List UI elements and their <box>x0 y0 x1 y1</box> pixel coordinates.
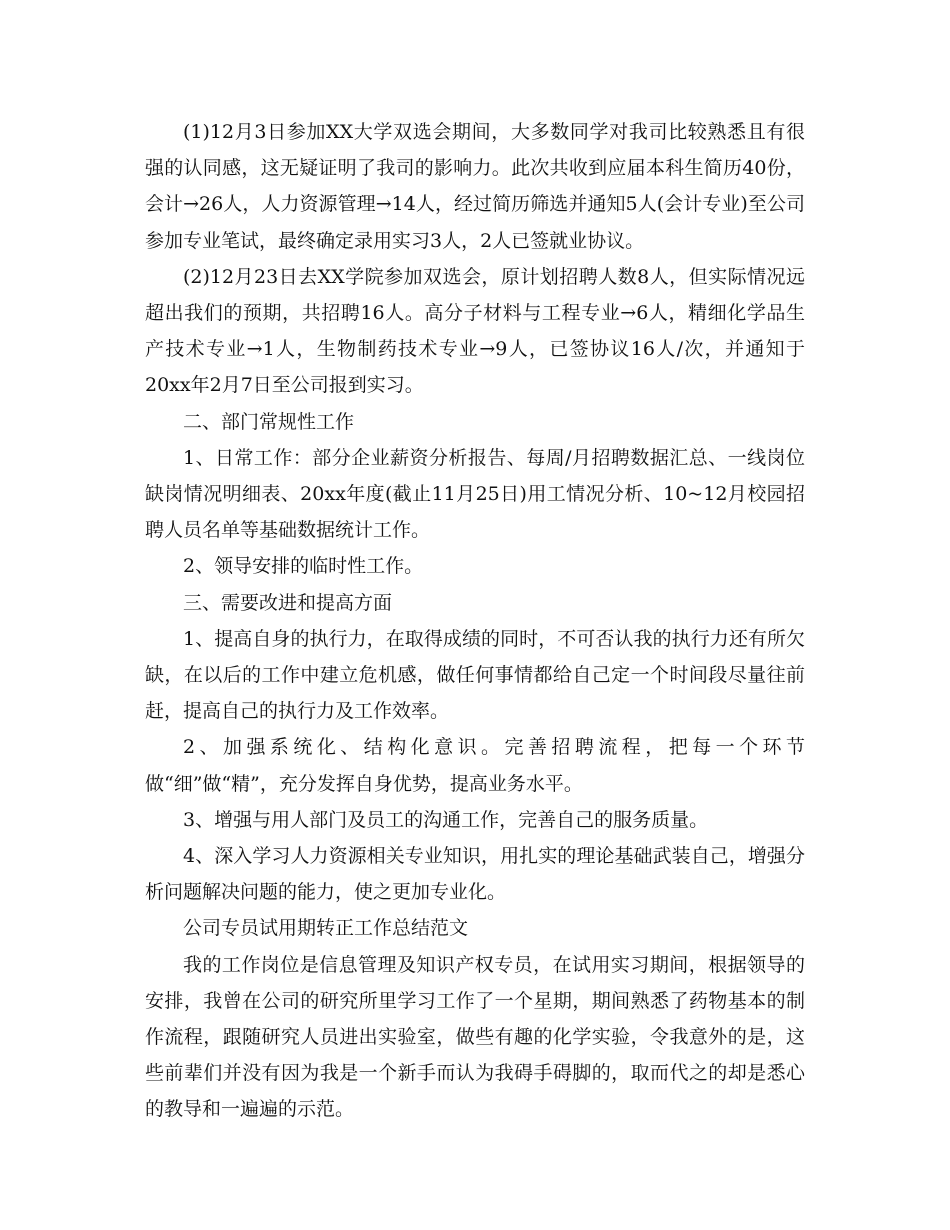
paragraph-job-position: 我的工作岗位是信息管理及知识产权专员，在试用实习期间，根据领导的安排，我曾在公司的研究所里学习工作了一个星期，期间熟悉了药物基本的制作流程，跟随研究人员进出实验室，做些有趣的化学实验，令我意外的是，这些前辈们并没有因为我是一个新手而认为我碍手碍脚的，取而代之的却是悉心的教导和一遍遍的示范。 <box>145 953 805 1121</box>
paragraph-temporary-work: 2、领导安排的临时性工作。 <box>183 555 424 578</box>
paragraph-improve-execution: 1、提高自身的执行力，在取得成绩的同时，不可否认我的执行力还有所欠缺，在以后的工作中建立危机感，做任何事情都给自己定一个时间段尽量往前赶，提高自己的执行力及工作效率。 <box>145 627 805 723</box>
paragraph-systematic-awareness: 2、加强系统化、结构化意识。完善招聘流程，把每一个环节做“细”做“精”，充分发挥自身优势，提高业务水平。 <box>145 736 805 795</box>
paragraph-professional-knowledge: 4、深入学习人力资源相关专业知识，用扎实的理论基础武装自己，增强分析问题解决问题的能力，使之更加专业化。 <box>145 845 805 904</box>
section-heading-routine-work: 二、部门常规性工作 <box>183 410 355 433</box>
paragraph-communication: 3、增强与用人部门及员工的沟通工作，完善自己的服务质量。 <box>183 808 709 831</box>
paragraph-recruitment-fair-2: (2)12月23日去XX学院参加双选会，原计划招聘人数8人，但实际情况远超出我们的预期，共招聘16人。高分子材料与工程专业→6人，精细化学品生产技术专业→1人，生物制药技术专业→9人，已签协议16人/次，并通知于20xx年2月7日至公司报到实习。 <box>145 265 805 397</box>
paragraph-daily-work: 1、日常工作：部分企业薪资分析报告、每周/月招聘数据汇总、一线岗位缺岗情况明细表、20xx年度(截止11月25日)用工情况分析、10~12月校园招聘人员名单等基础数据统计工作。 <box>145 446 805 542</box>
article-title: 公司专员试用期转正工作总结范文 <box>183 917 469 940</box>
paragraph-recruitment-fair-1: (1)12月3日参加XX大学双选会期间，大多数同学对我司比较熟悉且有很强的认同感，这无疑证明了我司的影响力。此次共收到应届本科生简历40份，会计→26人，人力资源管理→14人，经过简历筛选并通知5人(会计专业)至公司参加专业笔试，最终确定录用实习3人，2人已签就业协议。 <box>145 121 805 252</box>
document-body <box>145 114 805 1128</box>
section-heading-improvement: 三、需要改进和提高方面 <box>183 591 393 614</box>
